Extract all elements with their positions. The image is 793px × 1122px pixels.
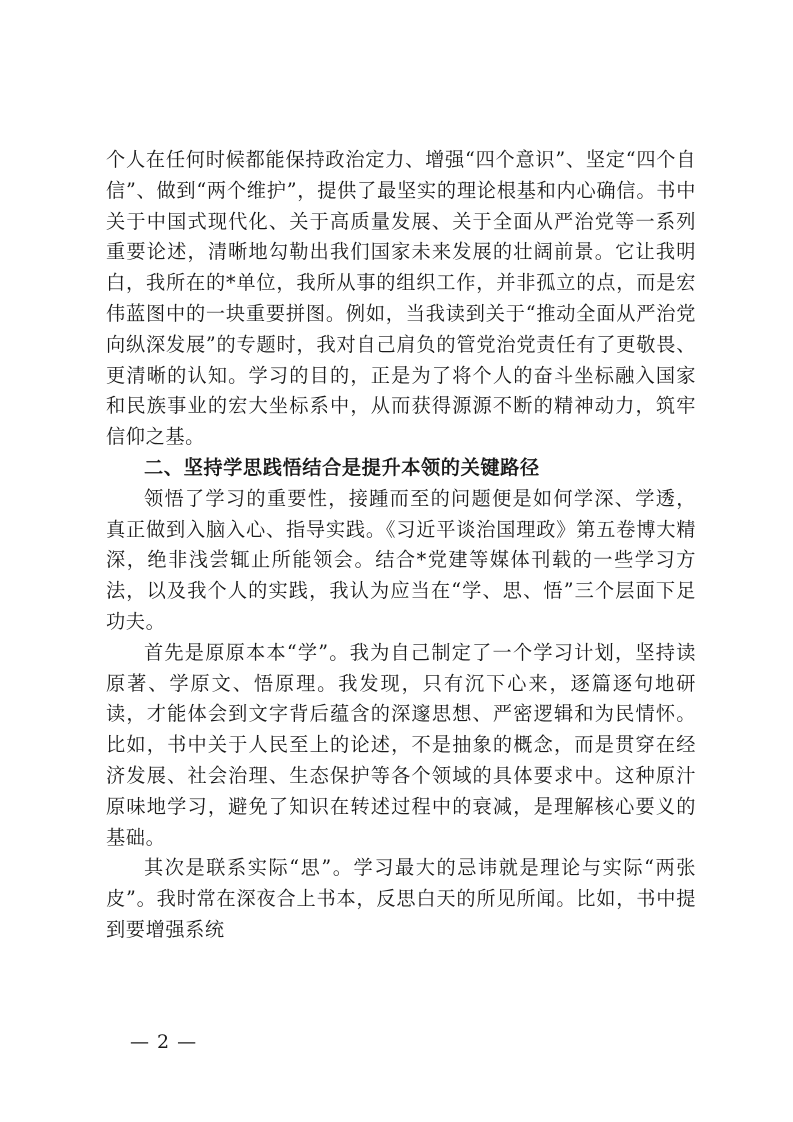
paragraph: 其次是联系实际“思”。学习最大的忌讳就是理论与实际“两张皮”。我时常在深夜合上书本，反思白天的所见所闻。比如，书中提到要增强系统 xyxy=(106,856,696,941)
section-heading: 二、坚持学思践悟结合是提升本领的关键路径 xyxy=(144,455,540,479)
page-number: — 2 — xyxy=(130,1031,198,1053)
paragraph-continuation: 个人在任何时候都能保持政治定力、增强“四个意识”、坚定“四个自信”、做到“两个维护”，提供了最坚实的理论根基和内心确信。书中关于中国式现代化、关于高质量发展、关于全面从严治党等一系列重要论述，清晰地勾勒出我们国家未来发展的壮阔前景。它让我明白，我所在的*单位，我所从事的组织工作，并非孤立的点，而是宏伟蓝图中的一块重要拼图。例如，当我读到关于“推动全面从严治党向纵深发展”的专题时，我对自己肩负的管党治党责任有了更敬畏、更清晰的认知。学习的目的，正是为了将个人的奋斗坐标融入国家和民族事业的宏大坐标系中，从而获得源源不断的精神动力，筑牢信仰之基。 xyxy=(106,148,696,449)
paragraph: 领悟了学习的重要性，接踵而至的问题便是如何学深、学透，真正做到入脑入心、指导实践。《习近平谈治国理政》第五卷博大精深，绝非浅尝辄止所能领会。结合*党建等媒体刊载的一些学习方法，以及我个人的实践，我认为应当在“学、思、悟”三个层面下足功夫。 xyxy=(106,486,696,633)
document-body xyxy=(106,145,696,946)
paragraph: 首先是原原本本“学”。我为自己制定了一个学习计划，坚持读原著、学原文、悟原理。我发现，只有沉下心来，逐篇逐句地研读，才能体会到文字背后蕴含的深邃思想、严密逻辑和为民情怀。比如，书中关于人民至上的论述，不是抽象的概念，而是贯穿在经济发展、社会治理、生态保护等各个领域的具体要求中。这种原汁原味地学习，避免了知识在转述过程中的衰减，是理解核心要义的基础。 xyxy=(106,640,696,849)
